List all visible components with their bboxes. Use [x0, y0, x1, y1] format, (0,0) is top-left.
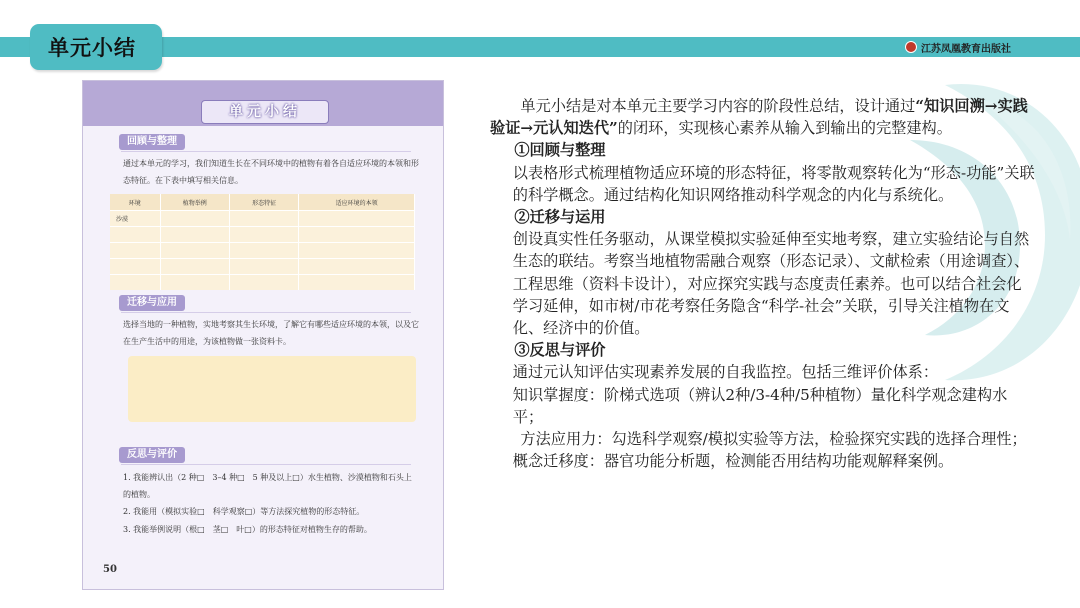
table-cell	[299, 243, 415, 259]
publisher-logo	[905, 39, 1011, 55]
publisher-emblem-icon	[905, 41, 917, 53]
table-cell	[299, 259, 415, 275]
table-cell	[229, 211, 298, 227]
page-number: 50	[103, 564, 117, 575]
table-cell	[110, 243, 160, 259]
textbook-title-box	[201, 100, 329, 124]
table-cell	[160, 259, 229, 275]
divider	[121, 151, 411, 152]
intro-text: 的闭环，实现核心素养从输入到输出的完整建构。	[617, 119, 952, 138]
table-header: 形态特征	[229, 194, 298, 211]
table-row	[110, 227, 415, 243]
table-cell	[110, 259, 160, 275]
heading-review: ①回顾与整理	[514, 141, 606, 160]
section-label-transfer: 迁移与应用	[119, 295, 185, 311]
table-cell	[229, 243, 298, 259]
table-row	[110, 259, 415, 275]
intro-text: 单元小结是对本单元主要学习内容的阶段性总结，设计通过	[520, 97, 916, 115]
table-cell	[299, 211, 415, 227]
table-cell	[160, 227, 229, 243]
table-header: 适应环境的本领	[299, 194, 415, 211]
criterion-transfer: 概念迁移度：器官功能分析题，检测能否用结构功能观解释案例。	[512, 452, 954, 471]
table-cell: 沙漠	[110, 211, 160, 227]
transfer-text: 选择当地的一种植物，实地考察其生长环境，了解它有哪些适应环境的本领，以及它在生产生活中的用途，为该植物做一张资料卡。	[123, 320, 419, 346]
publisher-name: 江苏凤凰教育出版社	[921, 43, 1011, 55]
table-cell	[110, 275, 160, 291]
intro-highlight: “知识回溯→实践验证→元认知迭代”	[490, 97, 1028, 138]
slide-title-tab	[30, 24, 162, 70]
table-row	[110, 243, 415, 259]
paragraph-transfer: 创设真实性任务驱动，从课堂模拟实验延伸至实地考察，建立实验结论与自然生态的联结。考察当地植物需融合观察（形态记录）、文献检索（用途调查）、工程思维（资料卡设计），对应探究实践与态度责任素养。也可以结合社会化学习延伸，如市树/市花考察任务隐含“科学-社会”关联，引导关注植物在文化、经济中的价值。	[512, 230, 1030, 338]
plant-info-card	[128, 356, 416, 422]
reflection-item: 3. 我能举例说明（根□ 茎□ 叶□）的形态特征对植物生存的帮助。	[123, 525, 372, 534]
heading-transfer: ②迁移与运用	[514, 208, 606, 227]
slide-title: 单元小结	[48, 36, 136, 60]
table-cell	[160, 275, 229, 291]
table-cell	[229, 227, 298, 243]
textbook-page	[82, 80, 444, 590]
table-cell	[229, 275, 298, 291]
reflection-item: 1. 我能辨认出（2 种□ 3–4 种□ 5 种及以上□）水生植物、沙漠植物和石头上的植物。	[123, 473, 412, 499]
reflection-item: 2. 我能用（模拟实验□ 科学观察□）等方法探究植物的形态特征。	[123, 507, 365, 516]
table-row	[110, 275, 415, 291]
criterion-knowledge: 知识掌握度：阶梯式选项（辨认2种/3-4种/5种植物）量化科学观念建构水平；	[512, 385, 1008, 426]
textbook-title: 单元小结	[229, 104, 301, 120]
section-label-reflection: 反思与评价	[119, 447, 185, 463]
paragraph-review: 以表格形式梳理植物适应环境的形态特征，将零散观察转化为“形态-功能”关联的科学概念。通过结构化知识网络推动科学观念的内化与系统化。	[512, 163, 1035, 204]
table-cell	[160, 243, 229, 259]
criterion-method: 方法应用力：勾选科学观察/模拟实验等方法，检验探究实践的选择合理性；	[520, 430, 1027, 449]
section-label-review: 回顾与整理	[119, 134, 185, 150]
divider	[121, 464, 411, 465]
table-row	[110, 211, 415, 227]
adaptation-table	[110, 194, 415, 290]
table-cell	[229, 259, 298, 275]
table-header: 环境	[110, 194, 160, 211]
table-cell	[299, 275, 415, 291]
table-cell	[299, 227, 415, 243]
table-header-row	[110, 194, 415, 211]
table-cell	[110, 227, 160, 243]
intro-paragraph	[490, 95, 1035, 139]
paragraph-reflection: 通过元认知评估实现素养发展的自我监控。包括三维评价体系：	[512, 363, 939, 382]
review-text: 通过本单元的学习，我们知道生长在不同环境中的植物有着各自适应环境的本领和形态特征。在下表中填写相关信息。	[123, 159, 419, 185]
summary-text	[490, 95, 1035, 472]
divider	[121, 312, 411, 313]
table-cell	[160, 211, 229, 227]
heading-reflection: ③反思与评价	[514, 341, 606, 360]
table-header: 植物举例	[160, 194, 229, 211]
